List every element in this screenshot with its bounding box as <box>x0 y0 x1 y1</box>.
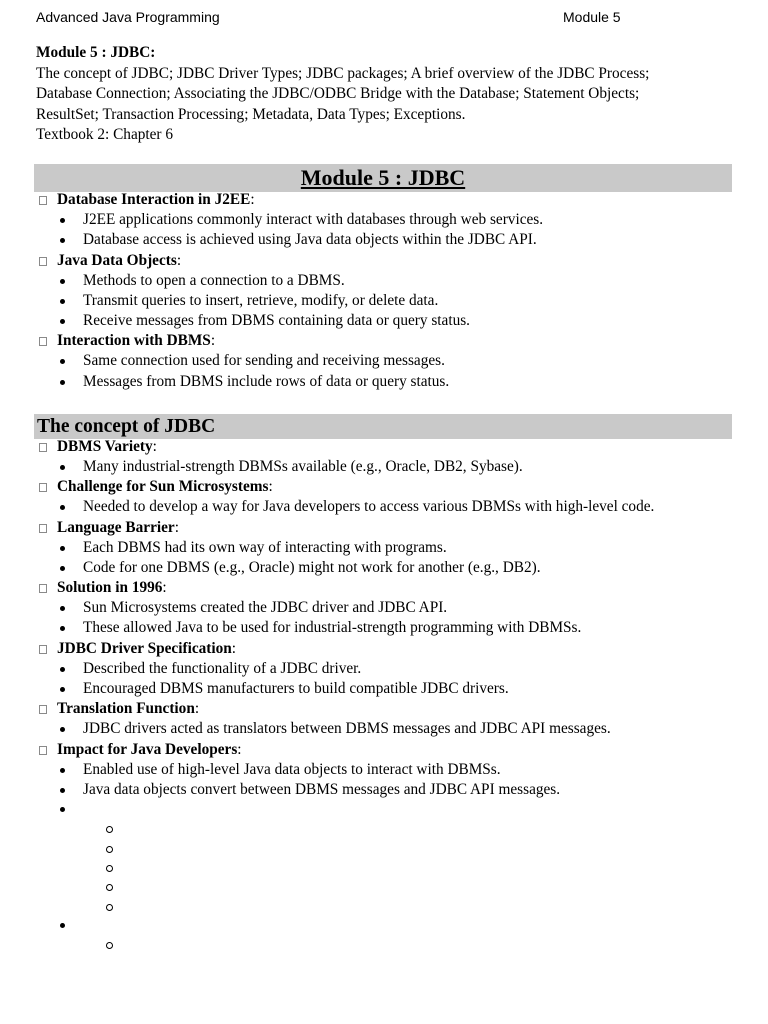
empty-sub-bullet <box>106 826 113 833</box>
bullet-text: Messages from DBMS include rows of data or query status. <box>83 372 450 390</box>
bullet-text: Many industrial-strength DBMSs available (e.g., Oracle, DB2, Sybase). <box>83 458 523 475</box>
module-banner <box>34 164 732 192</box>
bullet-text: Encouraged DBMS manufacturers to build compatible JDBC drivers. <box>83 680 509 698</box>
topic-heading-text: Java Data Objects <box>57 251 177 269</box>
topic-heading-colon: : <box>162 579 167 597</box>
bullet-dot-icon <box>60 218 65 223</box>
bullet-dot-icon <box>60 626 65 631</box>
bullet-item <box>36 291 736 311</box>
intro-line: Database Connection; Associating the JDBC/ODBC Bridge with the Database; Statement Objects; <box>36 85 640 102</box>
bullet-text: JDBC drivers acted as translators between DBMS messages and JDBC API messages. <box>83 720 611 738</box>
bullet-dot-icon <box>60 319 65 324</box>
bullet-dot-icon <box>60 380 65 385</box>
module-banner-title: Module 5 : JDBC <box>300 165 466 190</box>
section-module-overview <box>36 190 736 392</box>
bullet-item <box>36 780 736 800</box>
bullet-item <box>36 210 736 230</box>
concept-banner-title: The concept of JDBC <box>37 416 216 437</box>
bullet-item <box>36 598 736 618</box>
checkbox-glyph-icon <box>39 746 47 755</box>
empty-sub-bullet <box>106 846 113 853</box>
bullet-text: Each DBMS had its own way of interacting with programs. <box>83 538 447 556</box>
bullet-text: Same connection used for sending and receiving messages. <box>83 352 445 370</box>
empty-bullet <box>60 807 65 812</box>
topic-heading-colon: : <box>237 740 242 758</box>
bullet-dot-icon <box>60 279 65 284</box>
topic-heading <box>36 331 736 351</box>
bullet-item <box>36 372 736 392</box>
module-intro <box>36 43 736 146</box>
bullet-item <box>36 497 736 517</box>
bullet-dot-icon <box>60 546 65 551</box>
bullet-text: J2EE applications commonly interact with databases through web services. <box>83 211 544 228</box>
bullet-dot-icon <box>60 299 65 304</box>
bullet-item <box>36 230 736 250</box>
checkbox-glyph-icon <box>39 705 47 714</box>
bullet-item <box>36 679 736 699</box>
bullet-text: Code for one DBMS (e.g., Oracle) might not work for another (e.g., DB2). <box>83 558 541 576</box>
intro-title: Module 5 : JDBC: <box>36 44 156 61</box>
bullet-text: Database access is achieved using Java data objects within the JDBC API. <box>83 231 537 249</box>
empty-sub-bullet <box>106 942 113 949</box>
checkbox-glyph-icon <box>39 196 47 205</box>
empty-sub-bullet <box>106 865 113 872</box>
bullet-item <box>36 538 736 558</box>
empty-sub-bullet <box>106 904 113 911</box>
checkbox-glyph-icon <box>39 443 47 452</box>
topic-heading-colon: : <box>231 639 237 657</box>
bullet-item <box>36 351 736 371</box>
topic-heading-text: JDBC Driver Specification <box>57 639 232 657</box>
bullet-item <box>36 719 736 739</box>
section-jdbc-concept <box>36 437 736 800</box>
topic-heading-colon: : <box>268 478 273 496</box>
intro-textbook: Textbook 2: Chapter 6 <box>36 126 173 143</box>
checkbox-glyph-icon <box>39 524 47 533</box>
topic-heading-colon: : <box>174 518 179 536</box>
topic-heading <box>36 699 736 719</box>
bullet-dot-icon <box>60 606 65 611</box>
bullet-item <box>36 311 736 331</box>
topic-heading <box>36 190 736 210</box>
topic-heading-text: Language Barrier <box>57 518 175 536</box>
empty-sub-bullet <box>106 884 113 891</box>
bullet-text: Receive messages from DBMS containing data or query status. <box>83 312 471 330</box>
topic-heading <box>36 251 736 271</box>
topic-heading-text: Database Interaction in J2EE <box>57 191 251 208</box>
bullet-text: These allowed Java to be used for industrial-strength programming with DBMSs. <box>83 619 582 637</box>
empty-bullet <box>60 923 65 928</box>
topic-heading-text: Solution in 1996 <box>57 579 163 597</box>
bullet-dot-icon <box>60 359 65 364</box>
topic-heading-text: Translation Function <box>57 700 195 718</box>
header-course-title: Advanced Java Programming <box>36 9 220 25</box>
bullet-text: Needed to develop a way for Java developers to access various DBMSs with high-level code. <box>83 498 655 516</box>
topic-heading <box>36 477 736 497</box>
bullet-text: Described the functionality of a JDBC driver. <box>83 659 362 677</box>
bullet-dot-icon <box>60 566 65 571</box>
topic-heading-colon: : <box>250 191 255 208</box>
topic-heading-colon: : <box>152 438 157 455</box>
bullet-dot-icon <box>60 788 65 793</box>
intro-line: The concept of JDBC; JDBC Driver Types; JDBC packages; A brief overview of the JDBC Process; <box>36 64 650 82</box>
bullet-dot-icon <box>60 465 65 470</box>
header-module-label: Module 5 <box>563 9 621 25</box>
bullet-dot-icon <box>60 238 65 243</box>
concept-banner <box>34 414 732 439</box>
bullet-text: Sun Microsystems created the JDBC driver and JDBC API. <box>83 599 448 617</box>
topic-heading <box>36 518 736 538</box>
bullet-item <box>36 271 736 291</box>
bullet-item <box>36 457 736 477</box>
topic-heading <box>36 740 736 760</box>
topic-heading <box>36 639 736 659</box>
topic-heading-text: Challenge for Sun Microsystems <box>57 478 269 496</box>
topic-heading <box>36 437 736 457</box>
topic-heading <box>36 578 736 598</box>
topic-heading-colon: : <box>210 332 216 350</box>
bullet-dot-icon <box>60 687 65 692</box>
checkbox-glyph-icon <box>39 584 47 593</box>
checkbox-glyph-icon <box>39 337 47 346</box>
bullet-item <box>36 558 736 578</box>
checkbox-glyph-icon <box>39 257 47 266</box>
bullet-dot-icon <box>60 505 65 510</box>
topic-heading-text: DBMS Variety <box>57 438 153 455</box>
checkbox-glyph-icon <box>39 645 47 654</box>
bullet-item <box>36 760 736 780</box>
bullet-item <box>36 618 736 638</box>
topic-heading-text: Interaction with DBMS <box>57 332 211 350</box>
topic-heading-colon: : <box>176 251 182 269</box>
bullet-dot-icon <box>60 768 65 773</box>
bullet-text: Methods to open a connection to a DBMS. <box>83 271 345 289</box>
bullet-dot-icon <box>60 727 65 732</box>
bullet-dot-icon <box>60 667 65 672</box>
topic-heading-text: Impact for Java Developers <box>57 740 238 758</box>
bullet-text: Java data objects convert between DBMS messages and JDBC API messages. <box>83 780 561 798</box>
intro-line: ResultSet; Transaction Processing; Metadata, Data Types; Exceptions. <box>36 105 466 123</box>
bullet-text: Enabled use of high-level Java data objects to interact with DBMSs. <box>83 760 501 778</box>
bullet-item <box>36 659 736 679</box>
topic-heading-colon: : <box>194 700 200 718</box>
page-header <box>36 9 636 29</box>
bullet-text: Transmit queries to insert, retrieve, modify, or delete data. <box>83 291 439 309</box>
checkbox-glyph-icon <box>39 483 47 492</box>
